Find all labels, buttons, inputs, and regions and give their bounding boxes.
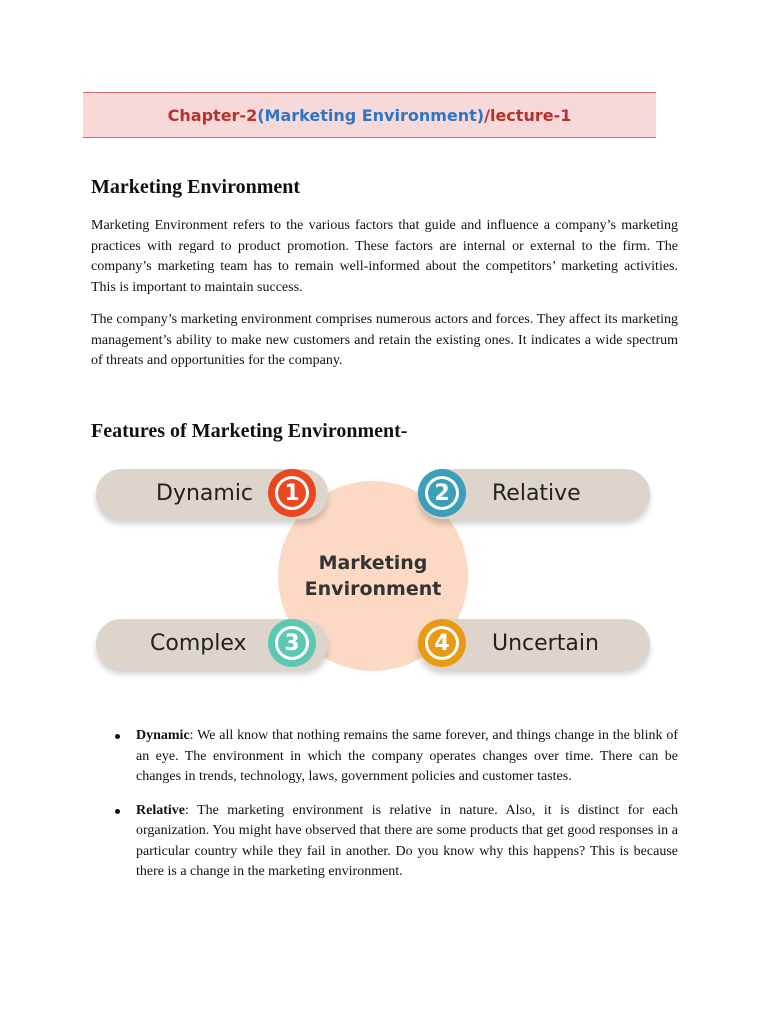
number-2-icon: 2	[425, 476, 459, 510]
banner-topic: (Marketing Environment)	[257, 105, 485, 125]
features-list	[112, 726, 678, 896]
section-heading-marketing-environment: Marketing Environment	[91, 176, 301, 198]
bullet-icon	[115, 809, 120, 814]
bullet-term-relative: Relative	[136, 802, 185, 818]
paragraph-definition: Marketing Environment refers to the various factors that guide and influence a company’s marketing practices with regard to product promotion. These factors are internal or external to the firm. The company’s marketing team has to remain well-informed about the competitors’ marketing activities. This is important to maintain success.	[91, 218, 678, 295]
number-4-icon: 4	[425, 626, 459, 660]
feature-badge-4	[418, 619, 466, 667]
feature-badge-3	[268, 619, 316, 667]
features-diagram	[94, 463, 652, 677]
center-label-line2: Environment	[304, 578, 442, 600]
bullet-text-relative: : The marketing environment is relative in nature. Also, it is distinct for each organization. You might have observed that there are some products that get good responses in a particular country while they fail in another. Do you know why this happens? This is because there is a change in the marketing environment.	[136, 802, 678, 879]
paragraph-actors-forces: The company’s marketing environment comprises numerous actors and forces. They affect its marketing management’s ability to make new customers and retain the existing ones. It indicates a wide spectrum of threats and opportunities for the company.	[91, 312, 678, 368]
list-item-dynamic	[112, 726, 678, 788]
feature-label-uncertain: Uncertain	[492, 631, 599, 656]
section-heading-features: Features of Marketing Environment-	[91, 420, 408, 442]
bullet-icon	[115, 734, 120, 739]
chapter-banner	[83, 92, 656, 138]
bullet-text-dynamic: : We all know that nothing remains the same forever, and things change in the blink of an eye. The environment in which the company operates changes over time. There can be changes in trends, technology, laws, government policies and customer tastes.	[136, 728, 678, 784]
feature-label-complex: Complex	[150, 631, 247, 656]
banner-lecture: /lecture-1	[484, 105, 572, 125]
number-1-icon: 1	[275, 476, 309, 510]
number-3-icon: 3	[275, 626, 309, 660]
feature-badge-2	[418, 469, 466, 517]
banner-chapter: Chapter-2	[167, 105, 258, 125]
bullet-term-dynamic: Dynamic	[136, 728, 190, 743]
feature-badge-1	[268, 469, 316, 517]
list-item-relative	[112, 801, 678, 883]
center-label-line1: Marketing	[318, 552, 428, 574]
feature-label-dynamic: Dynamic	[156, 481, 254, 506]
feature-label-relative: Relative	[492, 481, 581, 506]
